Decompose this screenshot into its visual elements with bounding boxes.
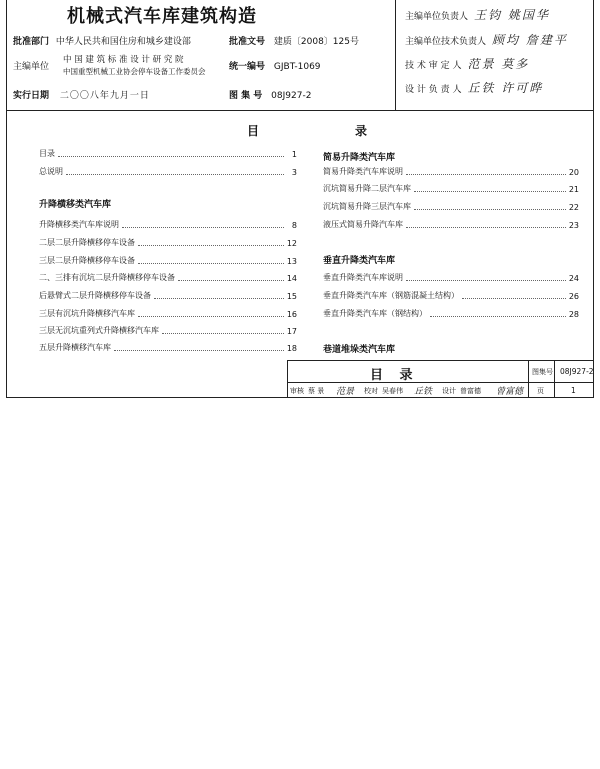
toc-leader [406,174,566,175]
signature-mark: 王钧 姚国华 [474,8,550,22]
approval-dept-row [13,34,191,47]
title-block-check-label: 校对 [364,387,378,395]
toc-entry[interactable] [323,219,579,230]
toc-leader [66,174,284,175]
toc-entry[interactable] [323,183,579,194]
header-block [7,0,593,111]
toc-leader [414,191,566,192]
approval-dept-label: 批准部门 [13,37,50,47]
page-title: 机械式汽车库建筑构造 [67,6,257,27]
toc-entry[interactable] [39,272,297,283]
toc-entry-page: 18 [286,344,297,353]
signature-row [405,6,550,23]
atlas-no-row [229,88,311,101]
title-block-page-label: 页 [537,387,544,395]
toc-section-title: 升降横移类汽车库 [39,200,112,210]
toc-entry[interactable] [39,342,297,353]
toc-leader [406,280,566,281]
title-block-design-name: 曾富德 [460,387,481,395]
editor-unit-2: 中国重型机械工业协会停车设备工作委员会 [63,67,206,76]
unified-no-row [229,59,321,72]
toc-entry-title: 垂直升降类汽车库（钢结构） [323,309,427,318]
toc-heading-1: 目 [247,124,260,138]
signature-mark: 丘铁 许可晔 [467,81,544,95]
title-block-review-label: 审核 [290,387,304,395]
title-block-design-label: 设计 [442,387,456,395]
toc-entry[interactable] [39,308,297,319]
toc-entry-title: 简易升降类汽车库说明 [323,167,403,176]
title-block-review-name: 蔡 景 [308,387,325,395]
title-block-rule [288,382,594,383]
unified-no-label: 统一编号 [229,62,266,72]
toc-entry-title: 总说明 [39,167,63,176]
toc-section-title: 简易升降类汽车库 [323,153,396,163]
signature-label: 技 术 审 定 人 [405,61,462,71]
impl-date: 二〇〇八年九月一日 [59,91,150,101]
signature-row [405,79,543,96]
toc-entry-page: 1 [291,150,297,159]
toc-entry-page: 16 [286,310,297,319]
editor-unit-1: 中 国 建 筑 标 准 设 计 研 究 院 [63,55,184,65]
toc-entry-page: 8 [291,221,297,230]
title-block [287,360,594,398]
impl-date-label: 实行日期 [13,91,50,101]
toc-entry-page: 20 [568,168,579,177]
toc-entry-title: 目录 [39,149,55,158]
signature-mark: 顾均 詹建平 [492,33,568,47]
toc-leader [178,280,284,281]
toc-entry[interactable] [323,308,579,319]
toc-entry-title: 三层无沉坑重列式升降横移汽车库 [39,326,159,335]
toc-entry-title: 三层二层升降横移停车设备 [39,256,135,265]
approval-doc: 建质〔2008〕125号 [273,37,359,47]
toc-entry-title: 沉坑简易升降二层汽车库 [323,184,411,193]
toc-leader [122,227,284,228]
toc-entry-page: 28 [568,310,579,319]
toc-entry-page: 24 [568,274,579,283]
toc-entry-title: 后悬臂式二层升降横移停车设备 [39,291,151,300]
atlas-no: 08J927-2 [271,91,312,101]
drawing-sheet [6,0,594,398]
title-block-review-sig: 范景 [336,387,355,397]
title-block-check-name: 吴春伟 [382,387,403,395]
toc-leader [154,298,284,299]
toc-entry-page: 26 [568,292,579,301]
toc-leader [58,156,284,157]
toc-entry-title: 液压式简易升降汽车库 [323,220,403,229]
toc-entry-title: 升降横移类汽车库说明 [39,220,119,229]
toc-leader [406,227,566,228]
approval-doc-label: 批准文号 [229,37,266,47]
toc-entry[interactable] [323,272,579,283]
title-block-check-sig: 丘铁 [414,387,433,397]
atlas-no-label: 图 集 号 [229,91,263,101]
toc-entry-page: 17 [286,327,297,336]
signature-mark: 范景 莫多 [467,57,530,71]
title-block-name: 目 录 [370,368,419,383]
toc-entry[interactable] [39,237,297,248]
toc-entry-page: 22 [568,203,579,212]
approval-doc-row [229,34,359,47]
toc-entry-page: 12 [286,239,297,248]
toc-leader [162,333,284,334]
toc-section-title: 巷道堆垛类汽车库 [323,345,396,355]
toc-leader [138,245,284,246]
toc-heading-2: 录 [355,124,368,138]
toc-entry[interactable] [39,148,297,159]
toc-entry-title: 沉坑简易升降三层汽车库 [323,202,411,211]
toc-entry[interactable] [39,255,297,266]
toc-entry[interactable] [39,325,297,336]
toc-leader [114,350,284,351]
signature-label: 设 计 负 责 人 [405,85,462,95]
title-block-atlas-no: 08J927-2 [560,367,594,376]
title-block-rule [554,361,555,398]
toc-leader [430,316,566,317]
toc-entry-title: 三层有沉坑升降横移汽车库 [39,309,135,318]
signature-label: 主编单位负责人 [405,12,469,22]
signature-label: 主编单位技术负责人 [405,37,487,47]
toc-entry-title: 垂直升降类汽车库（钢筋混凝土结构） [323,291,459,300]
header-divider [395,0,396,110]
toc-entry[interactable] [323,290,579,301]
toc-entry-page: 14 [286,274,297,283]
toc-entry[interactable] [39,219,297,230]
toc-entry[interactable] [323,201,579,212]
signature-row [405,31,568,48]
toc-entry-page: 23 [568,221,579,230]
approval-dept: 中华人民共和国住房和城乡建设部 [55,37,191,47]
impl-date-row [13,88,150,101]
toc-entry[interactable] [323,166,579,177]
toc-leader [138,263,284,264]
signature-row [405,55,529,72]
toc-entry-page: 3 [291,168,297,177]
toc-entry-page: 15 [286,292,297,301]
toc-entry-title: 二、三排有沉坑二层升降横移停车设备 [39,273,175,282]
toc-leader [414,209,566,210]
title-block-atlas-label: 图集号 [532,368,553,376]
title-block-page-no: 1 [571,386,576,395]
toc-entry[interactable] [39,166,297,177]
toc-entry-page: 13 [286,257,297,266]
toc-entry[interactable] [39,290,297,301]
unified-no: GJBT-1069 [273,62,321,72]
toc-entry-title: 五层升降横移汽车库 [39,343,111,352]
editor-unit-label: 主编单位 [13,62,50,72]
toc-entry-title: 垂直升降类汽车库说明 [323,273,403,282]
title-block-rule [528,361,529,398]
toc-entry-title: 二层二层升降横移停车设备 [39,238,135,247]
toc-leader [138,316,284,317]
toc-leader [462,298,566,299]
title-block-design-sig: 曾富德 [496,387,524,397]
toc-entry-page: 21 [568,185,579,194]
toc-section-title: 垂直升降类汽车库 [323,256,396,266]
